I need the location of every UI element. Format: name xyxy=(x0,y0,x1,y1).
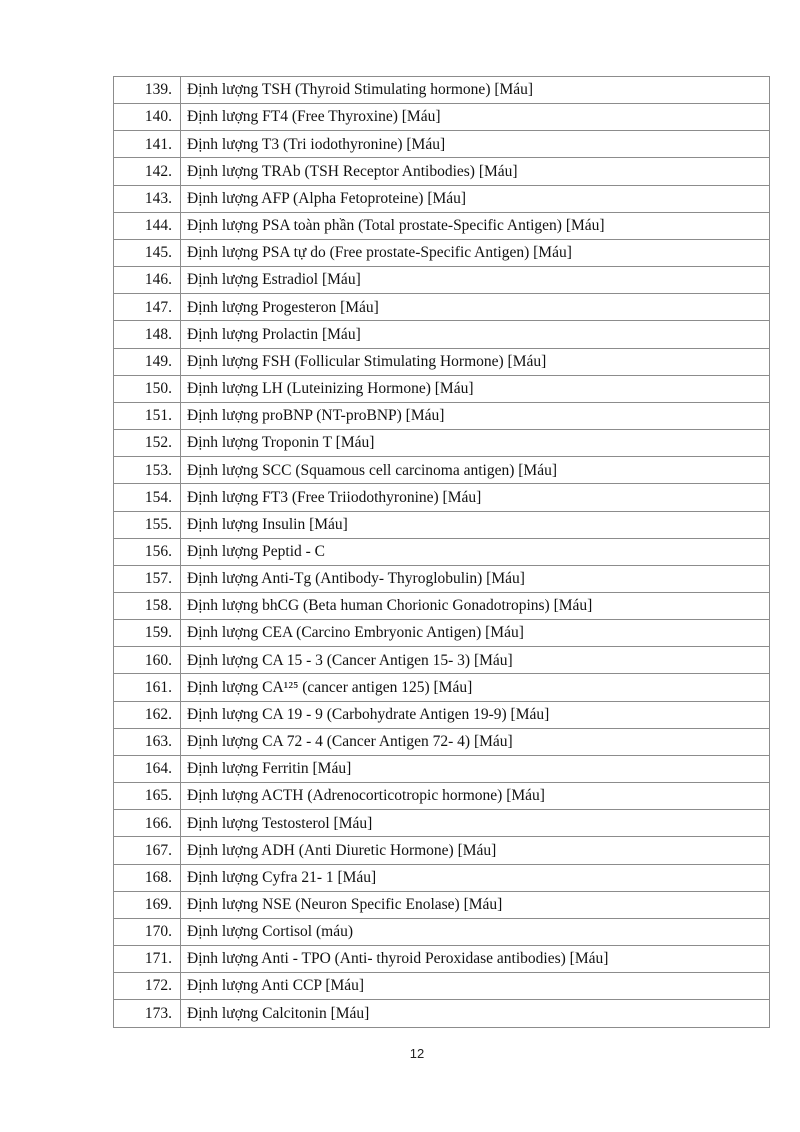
row-test-name: Định lượng CA 15 - 3 (Cancer Antigen 15- 3) [Máu] xyxy=(187,651,513,669)
row-number: 149. xyxy=(114,349,181,375)
table-row xyxy=(114,512,769,539)
row-test-name: Định lượng FT3 (Free Triiodothyronine) [Máu] xyxy=(187,488,482,506)
table-row xyxy=(114,1000,769,1027)
table-row xyxy=(114,403,769,430)
row-number: 157. xyxy=(114,566,181,592)
table-row xyxy=(114,104,769,131)
page-number: 12 xyxy=(409,1046,425,1061)
row-test-name: Định lượng PSA toàn phần (Total prostate-Specific Antigen) [Máu] xyxy=(187,217,605,235)
row-test-name: Định lượng Peptid - C xyxy=(187,542,326,560)
row-number: 142. xyxy=(114,158,181,184)
row-number: 147. xyxy=(114,294,181,320)
table-row xyxy=(114,213,769,240)
row-number: 163. xyxy=(114,729,181,755)
row-number: 166. xyxy=(114,810,181,836)
table-row xyxy=(114,593,769,620)
row-number: 172. xyxy=(114,973,181,999)
table-row xyxy=(114,484,769,511)
row-number: 145. xyxy=(114,240,181,266)
row-number: 161. xyxy=(114,674,181,700)
row-test-name: Định lượng PSA tự do (Free prostate-Specific Antigen) [Máu] xyxy=(187,244,572,262)
row-test-name: Định lượng FT4 (Free Thyroxine) [Máu] xyxy=(187,108,441,126)
row-test-name: Định lượng CA 19 - 9 (Carbohydrate Antigen 19-9) [Máu] xyxy=(187,705,550,723)
table-row xyxy=(114,674,769,701)
row-number: 160. xyxy=(114,647,181,673)
table-row xyxy=(114,376,769,403)
row-test-name: Định lượng Anti-Tg (Antibody- Thyroglobulin) [Máu] xyxy=(187,570,525,588)
table-row xyxy=(114,946,769,973)
row-number: 143. xyxy=(114,186,181,212)
row-test-name: Định lượng ACTH (Adrenocorticotropic hormone) [Máu] xyxy=(187,787,545,805)
row-number: 164. xyxy=(114,756,181,782)
row-number: 171. xyxy=(114,946,181,972)
row-number: 148. xyxy=(114,321,181,347)
row-test-name: Định lượng TRAb (TSH Receptor Antibodies) [Máu] xyxy=(187,162,518,180)
row-number: 139. xyxy=(114,77,181,103)
table-row xyxy=(114,837,769,864)
row-test-name: Định lượng CA¹²⁵ (cancer antigen 125) [Máu] xyxy=(187,678,473,696)
table-row xyxy=(114,77,769,104)
row-test-name: Định lượng ADH (Anti Diuretic Hormone) [Máu] xyxy=(187,841,497,859)
row-test-name: Định lượng Progesteron [Máu] xyxy=(187,298,379,316)
table-row xyxy=(114,566,769,593)
table-row xyxy=(114,865,769,892)
row-number: 155. xyxy=(114,512,181,538)
row-test-name: Định lượng CA 72 - 4 (Cancer Antigen 72- 4) [Máu] xyxy=(187,733,513,751)
row-number: 140. xyxy=(114,104,181,130)
table-row xyxy=(114,729,769,756)
lab-tests-table xyxy=(113,76,770,1028)
table-row xyxy=(114,539,769,566)
table-row xyxy=(114,267,769,294)
row-test-name: Định lượng Cortisol (máu) xyxy=(187,923,353,941)
row-test-name: Định lượng CEA (Carcino Embryonic Antigen) [Máu] xyxy=(187,624,524,642)
row-test-name: Định lượng NSE (Neuron Specific Enolase) [Máu] xyxy=(187,896,503,914)
table-row xyxy=(114,158,769,185)
table-row xyxy=(114,702,769,729)
row-number: 152. xyxy=(114,430,181,456)
table-row xyxy=(114,892,769,919)
table-row xyxy=(114,620,769,647)
table-row xyxy=(114,783,769,810)
row-number: 146. xyxy=(114,267,181,293)
row-number: 156. xyxy=(114,539,181,565)
row-number: 141. xyxy=(114,131,181,157)
table-row xyxy=(114,240,769,267)
table-row xyxy=(114,430,769,457)
row-number: 165. xyxy=(114,783,181,809)
row-test-name: Định lượng bhCG (Beta human Chorionic Gonadotropins) [Máu] xyxy=(187,597,593,615)
row-test-name: Định lượng FSH (Follicular Stimulating Hormone) [Máu] xyxy=(187,352,547,370)
row-test-name: Định lượng proBNP (NT-proBNP) [Máu] xyxy=(187,407,445,425)
row-test-name: Định lượng Anti CCP [Máu] xyxy=(187,977,365,995)
row-test-name: Định lượng LH (Luteinizing Hormone) [Máu] xyxy=(187,380,474,398)
row-test-name: Định lượng Troponin T [Máu] xyxy=(187,434,375,452)
row-test-name: Định lượng Calcitonin [Máu] xyxy=(187,1005,370,1023)
row-test-name: Định lượng Anti - TPO (Anti- thyroid Peroxidase antibodies) [Máu] xyxy=(187,950,609,968)
row-test-name: Định lượng Estradiol [Máu] xyxy=(187,271,361,289)
row-test-name: Định lượng AFP (Alpha Fetoproteine) [Máu] xyxy=(187,189,467,207)
row-number: 158. xyxy=(114,593,181,619)
row-test-name: Định lượng T3 (Tri iodothyronine) [Máu] xyxy=(187,135,446,153)
table-row xyxy=(114,294,769,321)
table-row xyxy=(114,349,769,376)
row-test-name: Định lượng Cyfra 21- 1 [Máu] xyxy=(187,868,377,886)
row-number: 162. xyxy=(114,702,181,728)
table-row xyxy=(114,457,769,484)
table-row xyxy=(114,321,769,348)
row-number: 144. xyxy=(114,213,181,239)
row-number: 170. xyxy=(114,919,181,945)
table-row xyxy=(114,810,769,837)
row-number: 169. xyxy=(114,892,181,918)
row-number: 151. xyxy=(114,403,181,429)
table-row xyxy=(114,756,769,783)
row-number: 153. xyxy=(114,457,181,483)
row-number: 167. xyxy=(114,837,181,863)
row-test-name: Định lượng TSH (Thyroid Stimulating hormone) [Máu] xyxy=(187,81,534,99)
row-number: 150. xyxy=(114,376,181,402)
row-test-name: Định lượng Testosterol [Máu] xyxy=(187,814,373,832)
row-number: 159. xyxy=(114,620,181,646)
table-row xyxy=(114,919,769,946)
table-row xyxy=(114,186,769,213)
row-number: 168. xyxy=(114,865,181,891)
row-test-name: Định lượng Prolactin [Máu] xyxy=(187,325,361,343)
table-row xyxy=(114,647,769,674)
row-number: 154. xyxy=(114,484,181,510)
row-number: 173. xyxy=(114,1000,181,1027)
row-test-name: Định lượng SCC (Squamous cell carcinoma antigen) [Máu] xyxy=(187,461,558,479)
table-row xyxy=(114,973,769,1000)
table-row xyxy=(114,131,769,158)
row-test-name: Định lượng Insulin [Máu] xyxy=(187,515,348,533)
row-test-name: Định lượng Ferritin [Máu] xyxy=(187,760,352,778)
